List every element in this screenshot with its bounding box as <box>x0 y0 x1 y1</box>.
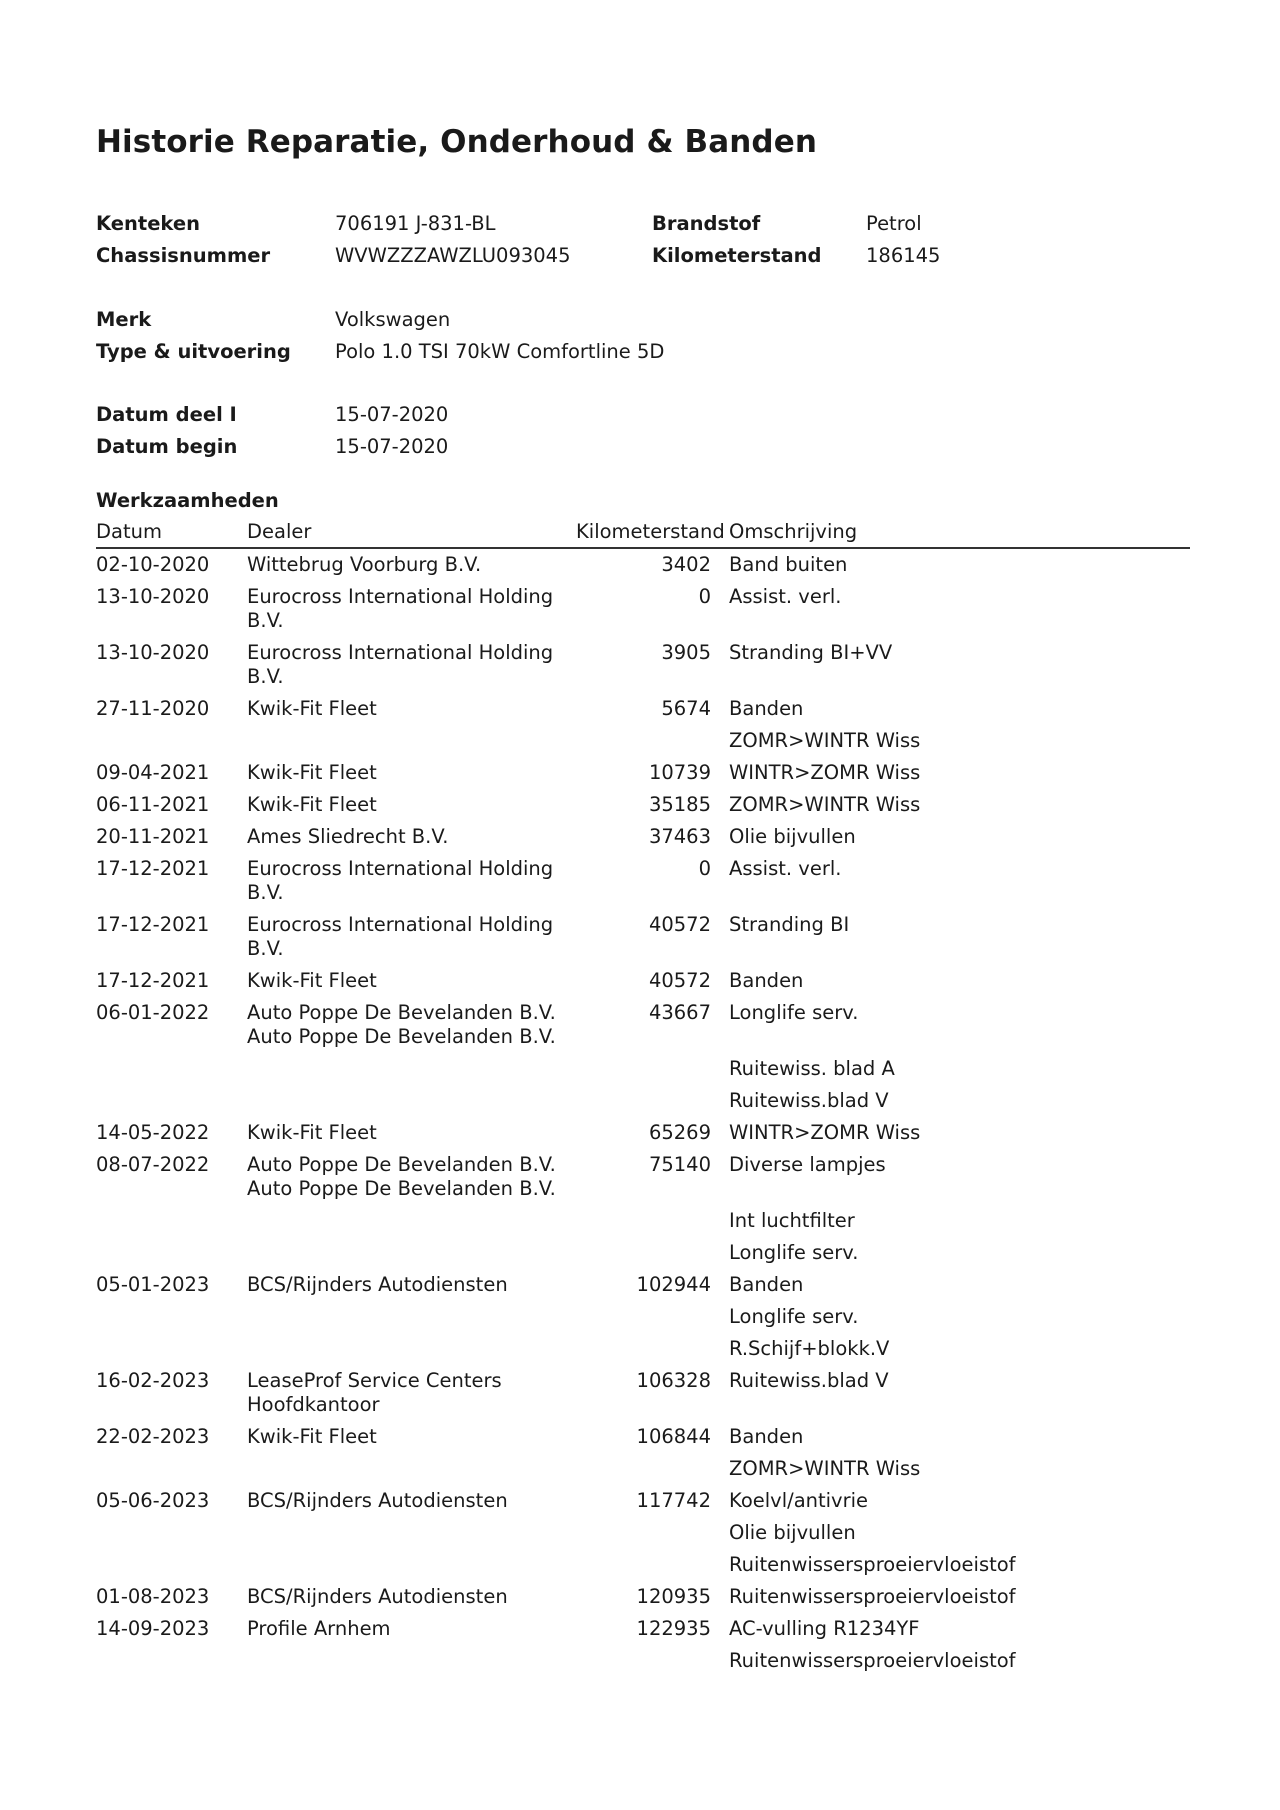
table-row-continuation <box>96 1205 1190 1237</box>
row-kilometerstand: 122935 <box>636 1617 711 1640</box>
row-datum: 05-06-2023 <box>96 1489 210 1512</box>
row-datum: 17-12-2021 <box>96 969 210 992</box>
row-kilometerstand: 35185 <box>648 793 711 816</box>
row-omschrijving: WINTR>ZOMR Wiss <box>729 1121 921 1144</box>
werkzaamheden-table <box>96 517 1190 1677</box>
empty-cell <box>576 1645 725 1677</box>
row-dealer <box>247 581 576 637</box>
info-row-merk <box>96 304 1190 336</box>
row-omschrijving: Band buiten <box>729 553 848 576</box>
dealer-line: Kwik-Fit Fleet <box>247 793 377 816</box>
datum-deel-value: 15-07-2020 <box>335 403 449 426</box>
row-omschrijving: Stranding BI <box>729 913 850 936</box>
row-omschrijving: Longlife serv. <box>729 1241 859 1264</box>
table-row <box>96 693 1190 725</box>
page-title: Historie Reparatie, Onderhoud & Banden <box>96 124 817 160</box>
row-kilometerstand: 3402 <box>661 553 711 576</box>
row-omschrijving: Assist. verl. <box>729 857 842 880</box>
row-omschrijving: R.Schijf+blokk.V <box>729 1337 890 1360</box>
table-row <box>96 581 1190 637</box>
table-row <box>96 1117 1190 1149</box>
row-dealer <box>247 789 576 821</box>
row-omschrijving: Banden <box>729 1425 804 1448</box>
dealer-line: Eurocross International Holding <box>247 857 554 880</box>
row-datum: 13-10-2020 <box>96 585 210 608</box>
dealer-line: B.V. <box>247 609 284 632</box>
info-row-chassis <box>96 240 1190 272</box>
table-row <box>96 1613 1190 1645</box>
table-row <box>96 821 1190 853</box>
dealer-line: Kwik-Fit Fleet <box>247 969 377 992</box>
row-omschrijving: ZOMR>WINTR Wiss <box>729 1457 921 1480</box>
table-row-continuation <box>96 1453 1190 1485</box>
row-kilometerstand: 0 <box>698 585 711 608</box>
kilometerstand-label: Kilometerstand <box>652 244 822 267</box>
dealer-line: LeaseProf Service Centers <box>247 1369 502 1392</box>
empty-cell <box>96 1205 247 1237</box>
chassis-value: WVWZZZAWZLU093045 <box>335 244 571 267</box>
brandstof-label: Brandstof <box>652 212 761 235</box>
row-datum: 05-01-2023 <box>96 1273 210 1296</box>
row-dealer <box>247 637 576 693</box>
empty-cell <box>576 1517 725 1549</box>
row-dealer <box>247 1581 576 1613</box>
table-row-continuation <box>96 1301 1190 1333</box>
empty-cell <box>247 1645 576 1677</box>
row-kilometerstand: 120935 <box>636 1585 711 1608</box>
empty-cell <box>96 1517 247 1549</box>
dealer-line: Kwik-Fit Fleet <box>247 1121 377 1144</box>
row-kilometerstand: 65269 <box>648 1121 711 1144</box>
empty-cell <box>576 1333 725 1365</box>
dealer-line: Auto Poppe De Bevelanden B.V. <box>247 1153 556 1176</box>
row-datum: 13-10-2020 <box>96 641 210 664</box>
empty-cell <box>247 1237 576 1269</box>
empty-cell <box>247 725 576 757</box>
row-omschrijving: Ruitewiss. blad A <box>729 1057 895 1080</box>
row-datum: 27-11-2020 <box>96 697 210 720</box>
row-kilometerstand: 40572 <box>648 913 711 936</box>
table-row <box>96 1269 1190 1301</box>
werkzaamheden-title: Werkzaamheden <box>96 489 279 512</box>
empty-cell <box>576 1053 725 1085</box>
empty-cell <box>576 1453 725 1485</box>
row-dealer <box>247 548 576 581</box>
table-row-continuation <box>96 1549 1190 1581</box>
empty-cell <box>576 1301 725 1333</box>
row-datum: 06-11-2021 <box>96 793 210 816</box>
row-kilometerstand: 106844 <box>636 1425 711 1448</box>
table-row <box>96 757 1190 789</box>
row-datum: 17-12-2021 <box>96 913 210 936</box>
row-omschrijving: ZOMR>WINTR Wiss <box>729 729 921 752</box>
row-dealer <box>247 1365 576 1421</box>
table-row <box>96 997 1190 1053</box>
chassis-label: Chassisnummer <box>96 244 271 267</box>
row-datum: 20-11-2021 <box>96 825 210 848</box>
datum-begin-label: Datum begin <box>96 435 238 458</box>
table-row <box>96 1149 1190 1205</box>
dealer-line: BCS/Rijnders Autodiensten <box>247 1489 508 1512</box>
empty-cell <box>576 1237 725 1269</box>
row-dealer <box>247 909 576 965</box>
row-datum: 14-05-2022 <box>96 1121 210 1144</box>
row-omschrijving: Longlife serv. <box>729 1001 859 1024</box>
datum-begin-value: 15-07-2020 <box>335 435 449 458</box>
row-omschrijving: Olie bijvullen <box>729 825 856 848</box>
table-row-continuation <box>96 1053 1190 1085</box>
row-dealer <box>247 1269 576 1301</box>
header-datum: Datum <box>96 517 247 548</box>
row-datum: 08-07-2022 <box>96 1153 210 1176</box>
type-label: Type & uitvoering <box>96 340 291 363</box>
empty-cell <box>247 1301 576 1333</box>
dealer-line: Wittebrug Voorburg B.V. <box>247 553 482 576</box>
row-omschrijving: Banden <box>729 697 804 720</box>
table-row <box>96 637 1190 693</box>
empty-cell <box>96 1301 247 1333</box>
kilometerstand-value: 186145 <box>866 244 941 267</box>
table-row-continuation <box>96 1237 1190 1269</box>
dealer-line: B.V. <box>247 881 284 904</box>
header-omschrijving: Omschrijving <box>725 517 1190 548</box>
dealer-line: Eurocross International Holding <box>247 641 554 664</box>
empty-cell <box>247 1085 576 1117</box>
row-omschrijving: Olie bijvullen <box>729 1521 856 1544</box>
type-value: Polo 1.0 TSI 70kW Comfortline 5D <box>335 340 665 363</box>
row-kilometerstand: 43667 <box>648 1001 711 1024</box>
row-dealer <box>247 1421 576 1453</box>
table-row-continuation <box>96 1645 1190 1677</box>
empty-cell <box>96 1549 247 1581</box>
table-row <box>96 1365 1190 1421</box>
dealer-line: Kwik-Fit Fleet <box>247 761 377 784</box>
dealer-line: B.V. <box>247 665 284 688</box>
row-omschrijving: Ruitenwissersproeiervloeistof <box>729 1553 1016 1576</box>
row-omschrijving: Diverse lampjes <box>729 1153 886 1176</box>
dealer-line: Profile Arnhem <box>247 1617 391 1640</box>
row-datum: 09-04-2021 <box>96 761 210 784</box>
empty-cell <box>96 1085 247 1117</box>
table-row-continuation <box>96 1333 1190 1365</box>
empty-cell <box>96 1453 247 1485</box>
header-kilometerstand: Kilometerstand <box>576 517 725 548</box>
row-kilometerstand: 37463 <box>648 825 711 848</box>
row-omschrijving: Ruitenwissersproeiervloeistof <box>729 1585 1016 1608</box>
row-dealer <box>247 693 576 725</box>
row-dealer <box>247 965 576 997</box>
table-row <box>96 1421 1190 1453</box>
row-omschrijving: Banden <box>729 1273 804 1296</box>
row-dealer <box>247 757 576 789</box>
table-row <box>96 965 1190 997</box>
row-kilometerstand: 117742 <box>636 1489 711 1512</box>
table-body <box>96 548 1190 1677</box>
table-row <box>96 789 1190 821</box>
header-dealer: Dealer <box>247 517 576 548</box>
dealer-line: Kwik-Fit Fleet <box>247 1425 377 1448</box>
row-dealer <box>247 1485 576 1517</box>
empty-cell <box>247 1205 576 1237</box>
table-row <box>96 909 1190 965</box>
table-row-continuation <box>96 1517 1190 1549</box>
dealer-line: BCS/Rijnders Autodiensten <box>247 1585 508 1608</box>
row-datum: 17-12-2021 <box>96 857 210 880</box>
kenteken-value: 706191 J-831-BL <box>335 212 496 235</box>
row-omschrijving: Ruitewiss.blad V <box>729 1089 889 1112</box>
empty-cell <box>96 1333 247 1365</box>
row-kilometerstand: 10739 <box>648 761 711 784</box>
row-omschrijving: Banden <box>729 969 804 992</box>
table-row-continuation <box>96 725 1190 757</box>
merk-label: Merk <box>96 308 152 331</box>
row-dealer <box>247 997 576 1053</box>
row-omschrijving: Ruitenwissersproeiervloeistof <box>729 1649 1016 1672</box>
empty-cell <box>247 1517 576 1549</box>
kenteken-label: Kenteken <box>96 212 200 235</box>
row-datum: 16-02-2023 <box>96 1369 210 1392</box>
datum-deel-label: Datum deel I <box>96 403 237 426</box>
dealer-line: Eurocross International Holding <box>247 585 554 608</box>
dealer-line: Hoofdkantoor <box>247 1393 380 1416</box>
empty-cell <box>247 1053 576 1085</box>
dealer-line: Auto Poppe De Bevelanden B.V. <box>247 1025 556 1048</box>
dealer-line: Eurocross International Holding <box>247 913 554 936</box>
row-omschrijving: ZOMR>WINTR Wiss <box>729 793 921 816</box>
row-datum: 06-01-2022 <box>96 1001 210 1024</box>
info-row-datum-deel <box>96 399 1190 431</box>
row-dealer <box>247 853 576 909</box>
row-datum: 14-09-2023 <box>96 1617 210 1640</box>
row-omschrijving: AC-vulling R1234YF <box>729 1617 920 1640</box>
empty-cell <box>96 725 247 757</box>
row-dealer <box>247 1117 576 1149</box>
table-row <box>96 1485 1190 1517</box>
empty-cell <box>247 1453 576 1485</box>
row-datum: 01-08-2023 <box>96 1585 210 1608</box>
empty-cell <box>96 1645 247 1677</box>
dealer-line: Auto Poppe De Bevelanden B.V. <box>247 1001 556 1024</box>
row-omschrijving: Int luchtfilter <box>729 1209 855 1232</box>
row-dealer <box>247 1613 576 1645</box>
empty-cell <box>576 1205 725 1237</box>
table-row-continuation <box>96 1085 1190 1117</box>
empty-cell <box>247 1333 576 1365</box>
row-omschrijving: Koelvl/antivrie <box>729 1489 869 1512</box>
dealer-line: Kwik-Fit Fleet <box>247 697 377 720</box>
empty-cell <box>576 725 725 757</box>
brandstof-value: Petrol <box>866 212 922 235</box>
row-datum: 22-02-2023 <box>96 1425 210 1448</box>
table-header-row <box>96 517 1190 548</box>
empty-cell <box>96 1053 247 1085</box>
table-row <box>96 548 1190 581</box>
row-kilometerstand: 0 <box>698 857 711 880</box>
row-omschrijving: Longlife serv. <box>729 1305 859 1328</box>
dealer-line: Ames Sliedrecht B.V. <box>247 825 449 848</box>
document-page <box>96 118 1190 1677</box>
row-omschrijving: Stranding BI+VV <box>729 641 893 664</box>
dealer-line: B.V. <box>247 937 284 960</box>
dealer-line: Auto Poppe De Bevelanden B.V. <box>247 1177 556 1200</box>
row-dealer <box>247 821 576 853</box>
row-kilometerstand: 5674 <box>661 697 711 720</box>
empty-cell <box>576 1085 725 1117</box>
row-omschrijving: WINTR>ZOMR Wiss <box>729 761 921 784</box>
row-datum: 02-10-2020 <box>96 553 210 576</box>
empty-cell <box>247 1549 576 1581</box>
row-kilometerstand: 40572 <box>648 969 711 992</box>
info-row-type <box>96 336 1190 368</box>
merk-value: Volkswagen <box>335 308 451 331</box>
vehicle-info <box>96 208 1190 463</box>
dealer-line: BCS/Rijnders Autodiensten <box>247 1273 508 1296</box>
table-row <box>96 1581 1190 1613</box>
row-dealer <box>247 1149 576 1205</box>
table-row <box>96 853 1190 909</box>
empty-cell <box>96 1237 247 1269</box>
row-kilometerstand: 102944 <box>636 1273 711 1296</box>
info-row-kenteken <box>96 208 1190 240</box>
row-kilometerstand: 3905 <box>661 641 711 664</box>
info-row-datum-begin <box>96 431 1190 463</box>
row-omschrijving: Assist. verl. <box>729 585 842 608</box>
empty-cell <box>576 1549 725 1581</box>
row-kilometerstand: 75140 <box>648 1153 711 1176</box>
row-kilometerstand: 106328 <box>636 1369 711 1392</box>
row-omschrijving: Ruitewiss.blad V <box>729 1369 889 1392</box>
